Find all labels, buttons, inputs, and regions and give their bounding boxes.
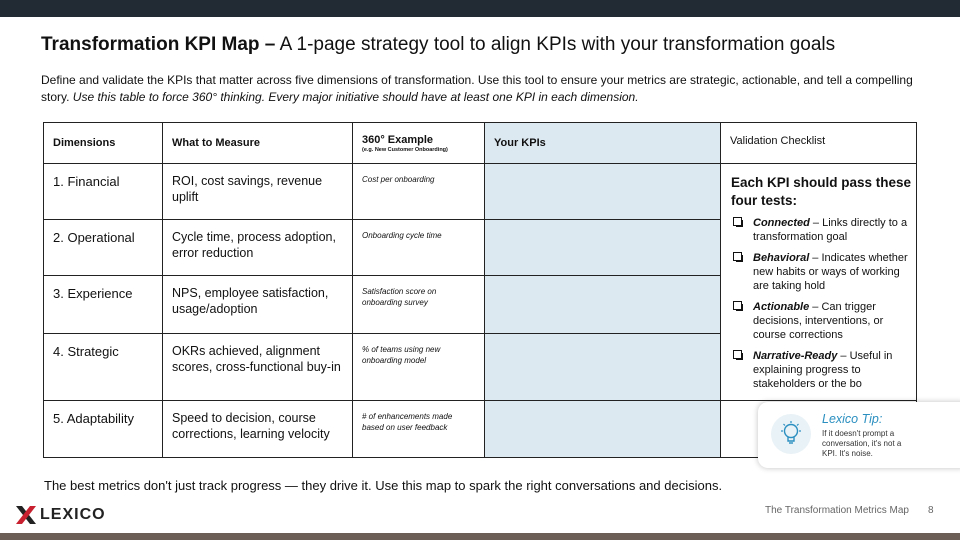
header-measure: What to Measure [163,123,353,164]
dimension-cell: 5. Adaptability [53,411,134,426]
top-bar [0,0,960,17]
header-validation: Validation Checklist [721,123,917,164]
kpi-input-cell[interactable] [485,164,721,220]
checkbox-icon [733,252,742,261]
logo-text: LEXICO [40,506,106,523]
kpi-input-cell[interactable] [485,220,721,276]
measure-cell: Cycle time, process adoption, error reduction [172,230,336,260]
intro-paragraph: Define and validate the KPIs that matter across five dimensions of transformation. Use this tool to ensure your metrics are strategic, actionable, and tell a compelling story. Use this table to force 360° thinking. Every major initiative should have at least one KPI in each dimension. [41,73,913,104]
checkbox-icon [733,301,742,310]
checklist-heading: Each KPI should pass these four tests: [731,175,912,208]
dimension-cell: 3. Experience [53,286,133,301]
table-header-row [44,123,917,164]
header-kpis: Your KPIs [485,123,721,164]
measure-cell: Speed to decision, course corrections, learning velocity [172,411,330,441]
checklist-item: Narrative-Ready – Useful in explaining progress to stakeholders or the bo [733,349,910,391]
measure-cell: OKRs achieved, alignment scores, cross-functional buy-in [172,344,341,374]
header-dimensions: Dimensions [44,123,163,164]
example-cell: # of enhancements made based on user feedback [362,412,453,432]
header-example: 360° Example (e.g. New Customer Onboarding) [353,123,485,164]
page-title: Transformation KPI Map – A 1-page strategy tool to align KPIs with your transformation goals [41,34,836,55]
checklist-item: Behavioral – Indicates whether new habits or ways of working are taking hold [733,251,910,293]
checklist-item: Connected – Links directly to a transformation goal [733,216,910,244]
lightbulb-icon [771,414,811,454]
dimension-cell: 2. Operational [53,230,135,245]
checklist-item: Actionable – Can trigger decisions, interventions, or course corrections [733,300,910,342]
page-number: 8 [928,505,934,516]
example-cell: Onboarding cycle time [362,231,442,240]
tip-text: If it doesn't prompt a conversation, it's not a KPI. It's noise. [822,429,902,458]
lexico-logo [16,506,106,524]
validation-checklist [721,164,917,401]
measure-cell: ROI, cost savings, revenue uplift [172,174,323,204]
measure-cell: NPS, employee satisfaction, usage/adoption [172,286,329,316]
dimension-cell: 4. Strategic [53,344,119,359]
kpi-input-cell[interactable] [485,334,721,401]
table-row [44,164,917,220]
example-cell: % of teams using new onboarding model [362,345,441,365]
dimension-cell: 1. Financial [53,174,120,189]
lexico-x-icon [16,506,36,524]
example-cell: Cost per onboarding [362,175,435,184]
bottom-bar [0,533,960,540]
checkbox-icon [733,350,742,359]
checkbox-icon [733,217,742,226]
footer-tagline: The best metrics don't just track progress — they drive it. Use this map to spark the right conversations and decisions. [44,478,723,493]
lexico-tip-callout [758,402,960,468]
kpi-input-cell[interactable] [485,276,721,334]
tip-title: Lexico Tip: [822,412,883,426]
footer-doc-title: The Transformation Metrics Map [765,505,909,516]
kpi-input-cell[interactable] [485,401,721,458]
example-cell: Satisfaction score on onboarding survey [362,287,437,307]
